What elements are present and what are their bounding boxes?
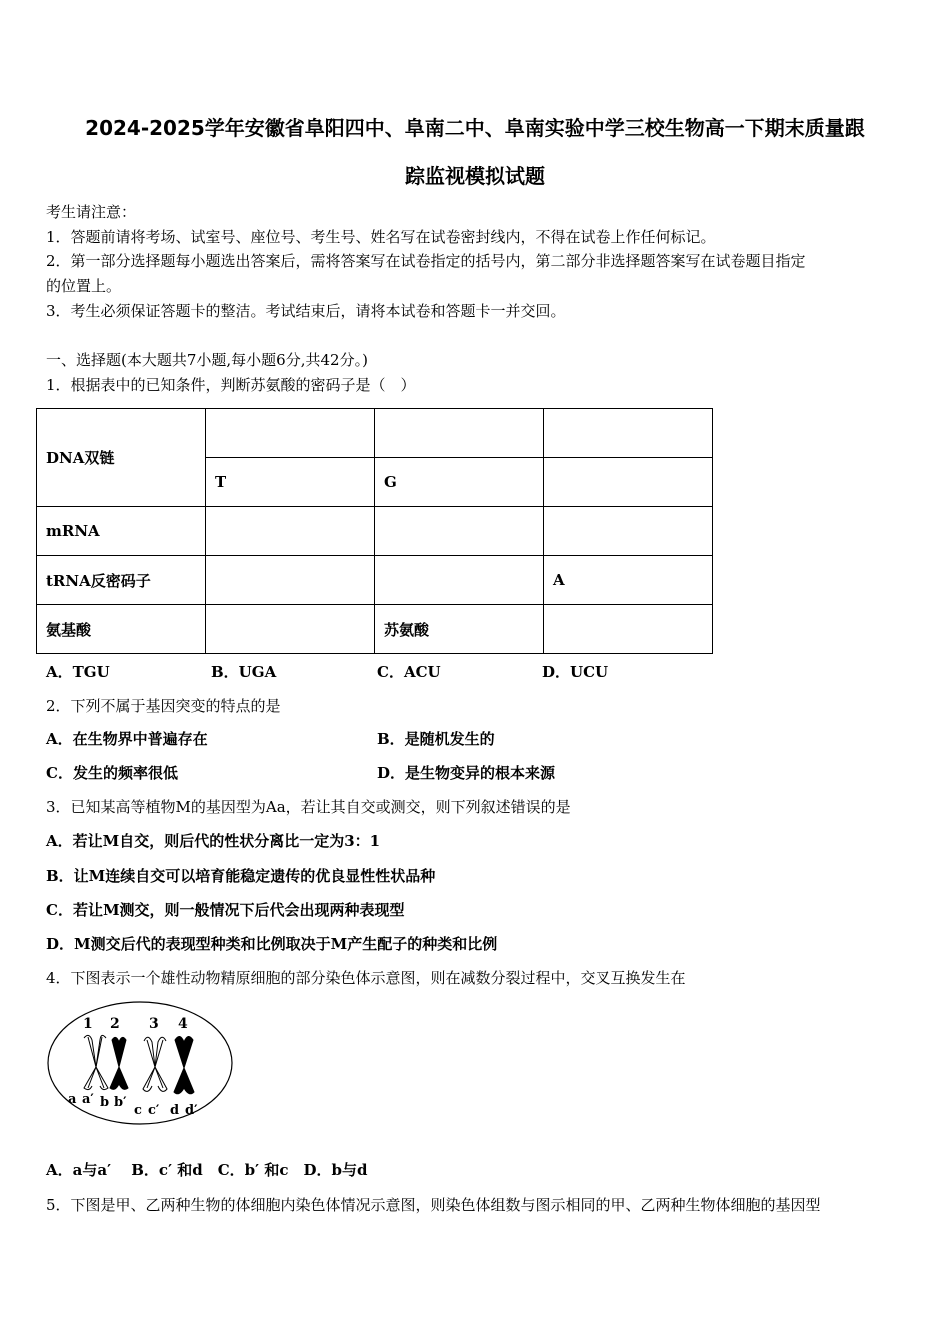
chromosome-figure — [44, 1000, 234, 1130]
q3-option-d: D．M测交后代的表现型种类和比例取决于M产生配子的种类和比例 — [46, 935, 498, 953]
q1-stem: 1．根据表中的已知条件，判断苏氨酸的密码子是（ ） — [46, 376, 416, 394]
q3-option-c: C．若让M测交，则一般情况下后代会出现两种表现型 — [46, 901, 405, 919]
svg-text:c: c — [134, 1103, 142, 1118]
svg-text:a′: a′ — [82, 1092, 94, 1107]
cell-t: T — [206, 458, 375, 507]
chromosome-number: 4 — [178, 1016, 188, 1032]
q2-option-d: D．是生物变异的根本来源 — [377, 764, 556, 782]
q2-option-b: B．是随机发生的 — [377, 730, 495, 748]
svg-text:b′: b′ — [114, 1095, 127, 1110]
section-heading: 一、选择题(本大题共7小题,每小题6分,共42分。) — [46, 351, 368, 369]
q3-option-a: A．若让M自交，则后代的性状分离比一定为3：1 — [46, 832, 381, 850]
q1-option-c: C．ACU — [377, 663, 441, 681]
cell-thr: 苏氨酸 — [375, 605, 544, 654]
chromosome-number: 1 — [83, 1016, 93, 1032]
svg-text:d′: d′ — [185, 1103, 198, 1118]
q2-option-a: A．在生物界中普遍存在 — [46, 730, 208, 748]
q3-option-b: B．让M连续自交可以培育能稳定遗传的优良显性性状品种 — [46, 867, 436, 885]
q1-option-a: A．TGU — [46, 663, 110, 681]
doc-title-line2: 踪监视模拟试题 — [405, 164, 545, 188]
cell-trna: tRNA反密码子 — [37, 556, 206, 605]
svg-text:c′: c′ — [148, 1103, 160, 1118]
chromosome-number: 2 — [110, 1016, 120, 1032]
cell-mrna: mRNA — [37, 507, 206, 556]
q2-stem: 2．下列不属于基因突变的特点的是 — [46, 697, 281, 715]
q2-option-c: C．发生的频率很低 — [46, 764, 178, 782]
cell-dna: DNA双链 — [37, 409, 206, 507]
cell-a: A — [544, 556, 713, 605]
notice-heading: 考生请注意： — [46, 203, 137, 221]
chromosome-4 — [174, 1036, 194, 1093]
svg-text:d: d — [170, 1103, 180, 1118]
q4-options: A．a与a′ B．c′ 和d C．b′ 和c D．b与d — [46, 1161, 368, 1179]
notice-2: 2．第一部分选择题每小题选出答案后，需将答案写在试卷指定的括号内，第二部分非选择题答案写在试卷题目指定 — [46, 252, 806, 270]
cell-amino: 氨基酸 — [37, 605, 206, 654]
notice-1: 1．答题前请将考场、试室号、座位号、考生号、姓名写在试卷密封线内，不得在试卷上作任何标记。 — [46, 228, 716, 246]
notice-2-cont: 的位置上。 — [46, 277, 122, 295]
cell-g: G — [375, 458, 544, 507]
codon-table — [36, 408, 713, 654]
chromosome-2 — [110, 1037, 128, 1089]
doc-title-line1: 2024-2025学年安徽省阜阳四中、阜南二中、阜南实验中学三校生物高一下期末质量跟 — [85, 116, 865, 140]
q1-option-b: B．UGA — [211, 663, 277, 681]
chromosome-1 — [88, 1037, 104, 1088]
chromosome-number: 3 — [149, 1016, 159, 1032]
q5-stem: 5．下图是甲、乙两种生物的体细胞内染色体情况示意图，则染色体组数与图示相同的甲、乙两种生物体细胞的基因型 — [46, 1196, 821, 1214]
svg-text:b: b — [100, 1095, 110, 1110]
notice-3: 3．考生必须保证答题卡的整洁。考试结束后，请将本试卷和答题卡一并交回。 — [46, 302, 566, 320]
q4-stem: 4．下图表示一个雄性动物精原细胞的部分染色体示意图，则在减数分裂过程中，交叉互换发生在 — [46, 969, 686, 987]
q3-stem: 3．已知某高等植物M的基因型为Aa，若让其自交或测交，则下列叙述错误的是 — [46, 798, 571, 816]
svg-text:a: a — [68, 1092, 77, 1107]
q1-option-d: D．UCU — [542, 663, 609, 681]
